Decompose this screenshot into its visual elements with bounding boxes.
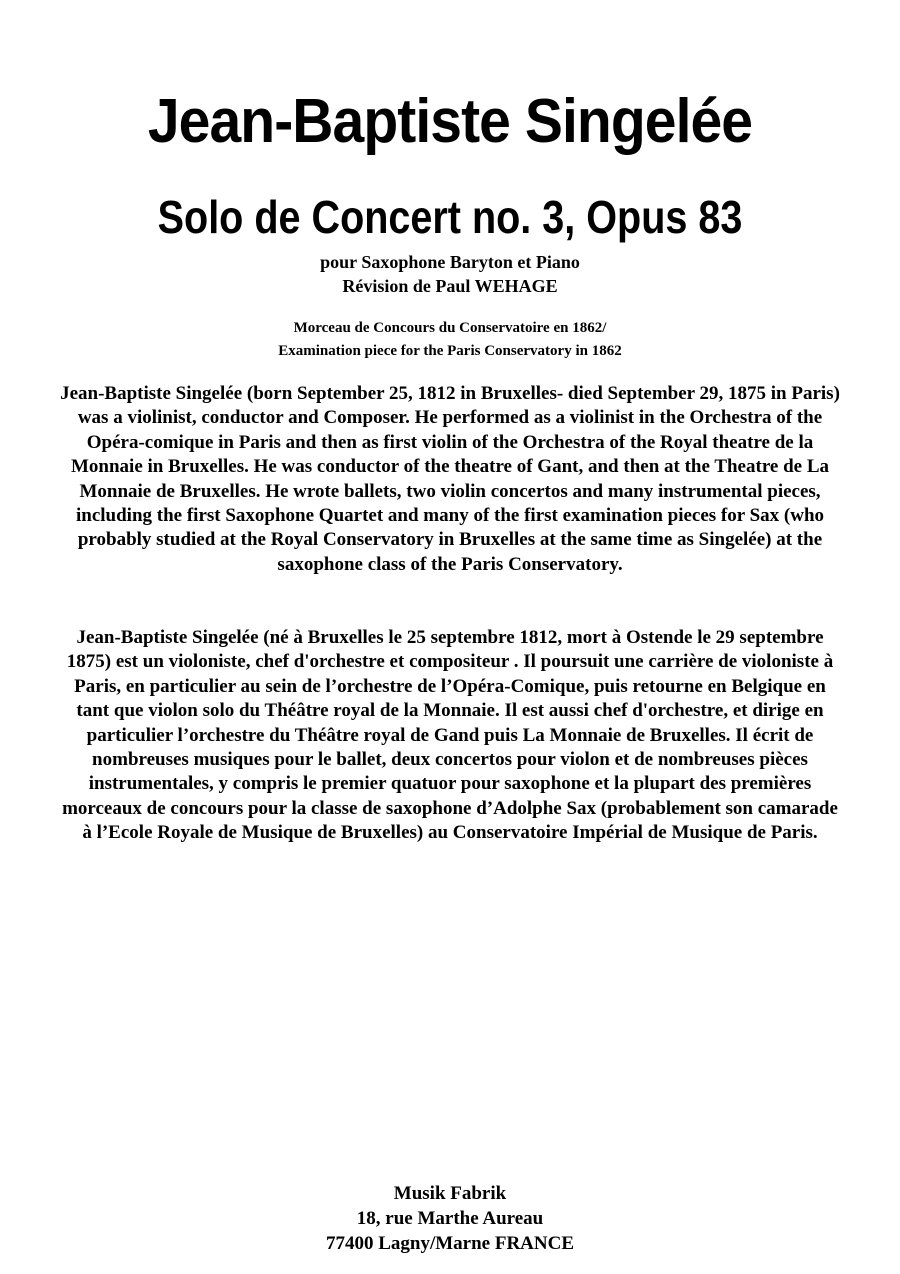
publisher-name: Musik Fabrik xyxy=(393,1183,507,1204)
publisher-street: 18, rue Marthe Aureau xyxy=(356,1208,544,1229)
instrumentation: pour Saxophone Baryton et Piano xyxy=(320,252,580,272)
biography-french: Jean-Baptiste Singelée (né à Bruxelles le 25 septembre 1812, mort à Ostende le 29 septembre 1875) est un violoniste, chef d'orchestre et compositeur . Il poursuit une carrière de violoniste à Paris, en particulier au sein de l’orchestre de l’Opéra-Comique, puis retourne en Belgique en tant que violon solo du Théâtre royal de la Monnaie. Il est aussi chef d'orchestre, et dirige en particulier l’orchestre du Théâtre royal de Gand puis La Monnaie de Bruxelles. Il écrit de nombreuses musiques pour le ballet, deux concertos pour violon et de nombreuses pièces instrumentales, y compris le premier quatuor pour saxophone et la plupart des premières morceaux de concours pour la classe de saxophone d’Adolphe Sax (probablement son camarade à l’Ecole Royale de Musique de Bruxelles) au Conservatoire Impérial de Musique de Paris. xyxy=(62,627,838,844)
publisher-city: 77400 Lagny/Marne FRANCE xyxy=(325,1233,575,1254)
work-title: Solo de Concert no. 3, Opus 83 xyxy=(157,191,743,243)
composer-name: Jean-Baptiste Singelée xyxy=(147,87,753,156)
biography-english: Jean-Baptiste Singelée (born September 25, 1812 in Bruxelles- died September 29, 1875 in Paris) was a violinist, conductor and Composer. He performed as a violinist in the Orchestra of the Opéra-comique in Paris and then as first violin of the Orchestra of the Royal theatre de la Monnaie in Bruxelles. He was conductor of the theatre of Gant, and then at the Theatre de La Monnaie de Bruxelles. He wrote ballets, two violin concertos and many instrumental pieces, including the first Saxophone Quartet and many of the first examination pieces for Sax (who probably studied at the Royal Conservatory in Bruxelles at the same time as Singelée) at the saxophone class of the Paris Conservatory. xyxy=(60,383,840,575)
revision-credit: Révision de Paul WEHAGE xyxy=(342,276,558,296)
examination-note-en: Examination piece for the Paris Conservatory in 1862 xyxy=(278,343,622,359)
examination-note-fr: Morceau de Concours du Conservatoire en 1862/ xyxy=(293,320,607,336)
